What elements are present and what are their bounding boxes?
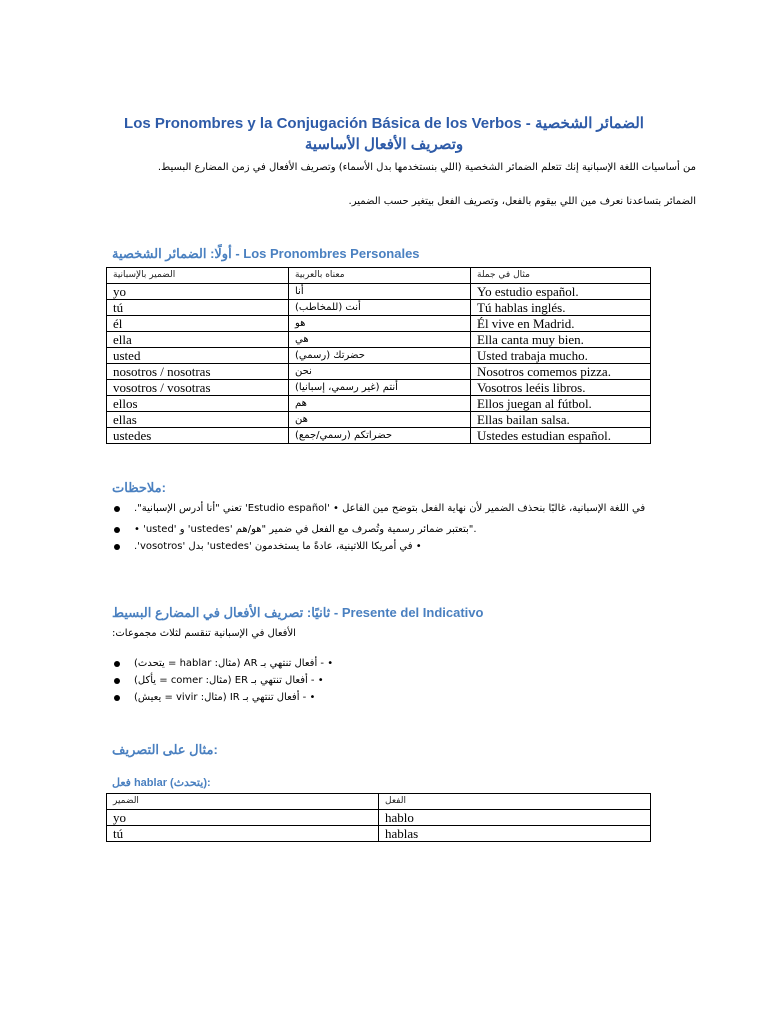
document-title-line1: Los Pronombres y la Conjugación Básica de los Verbos - الضمائر الشخصية [124,115,644,132]
section-heading-conjugation: ثانيًا: تصريف الأفعال في المضارع البسيط - Presente del Indicativo [112,605,484,620]
intro-paragraph-1: من أساسيات اللغة الإسبانية إنك تتعلم الضمائر الشخصية (اللي بنستخدمها بدل الأسماء) وتصريف الأفعال في زمن المضارع البسيط. [157,162,696,173]
table-row [107,428,651,444]
column-header: مثال في جملة [471,268,651,284]
pronoun-cell: vosotros / vosotras [107,380,289,396]
column-header: معناه بالعربية [289,268,471,284]
pronoun-cell: ustedes [107,428,289,444]
list-item: في اللغة الإسبانية، غالبًا بنحذف الضمير لأن نهاية الفعل بتوضح مين الفاعل • 'Estudio español' تعني "أنا أدرس الإسبانية". [110,500,650,517]
list-item: • - أفعال تنتهي بـ IR (مثال: vivir = يعيش) [110,689,650,706]
example-cell: Ellos juegan al fútbol. [471,396,651,412]
meaning-cell: أنا [289,284,471,300]
list-item: • 'usted' و 'ustedes' بتعتبر ضمائر رسمية وتُصرف مع الفعل في ضمير "هو/هم". [110,521,650,538]
bullet-icon [114,544,120,550]
pronouns-table [106,267,651,444]
verb-groups-list [110,655,650,706]
list-item: • - أفعال تنتهي بـ AR (مثال: hablar = يتحدث) [110,655,650,672]
list-item: • في أمريكا اللاتينية، عادةً ما يستخدمون 'ustedes' بدل 'vosotros'. [110,538,650,555]
pronoun-cell: ellos [107,396,289,412]
pronoun-cell: ellas [107,412,289,428]
pronoun-cell: él [107,316,289,332]
pronoun-cell: nosotros / nosotras [107,364,289,380]
document-title-line2: وتصريف الأفعال الأساسية [304,136,464,153]
table-row [107,364,651,380]
table-row [107,300,651,316]
example-cell: Ustedes estudian español. [471,428,651,444]
column-header: الفعل [379,794,651,810]
pronoun-cell: usted [107,348,289,364]
table-row [107,332,651,348]
section-heading-example: مثال على التصريف: [112,742,218,757]
bullet-icon [114,527,120,533]
example-cell: Ella canta muy bien. [471,332,651,348]
meaning-cell: هن [289,412,471,428]
meaning-cell: نحن [289,364,471,380]
intro-paragraph-2: الضمائر بتساعدنا نعرف مين اللي بيقوم بالفعل، وتصريف الفعل بيتغير حسب الضمير. [348,196,696,207]
section-heading-pronouns: أولًا: الضمائر الشخصية - Los Pronombres Personales [112,246,420,261]
meaning-cell: هو [289,316,471,332]
example-cell: Nosotros comemos pizza. [471,364,651,380]
table-row [107,348,651,364]
bullet-icon [114,678,120,684]
example-cell: Tú hablas inglés. [471,300,651,316]
meaning-cell: هم [289,396,471,412]
meaning-cell: حضراتكم (رسمي/جمع) [289,428,471,444]
bullet-icon [114,661,120,667]
table-row [107,412,651,428]
pronoun-cell: tú [107,826,379,842]
conjugation-intro: الأفعال في الإسبانية تنقسم لثلاث مجموعات: [112,628,296,639]
column-header: الضمير بالإسبانية [107,268,289,284]
pronoun-cell: tú [107,300,289,316]
table-row [107,380,651,396]
example-cell: Ellas bailan salsa. [471,412,651,428]
bullet-icon [114,695,120,701]
example-cell: Yo estudio español. [471,284,651,300]
table-row [107,826,651,842]
table-header-row [107,794,651,810]
example-cell: Vosotros leéis libros. [471,380,651,396]
table-header-row [107,268,651,284]
table-row [107,810,651,826]
example-cell: Él vive en Madrid. [471,316,651,332]
table-row [107,316,651,332]
table-row [107,284,651,300]
meaning-cell: حضرتك (رسمي) [289,348,471,364]
column-header: الضمير [107,794,379,810]
verb-cell: hablas [379,826,651,842]
notes-list [110,500,650,555]
pronoun-cell: ella [107,332,289,348]
verb-example-subheading: فعل hablar (يتحدث): [112,777,211,789]
conjugation-table [106,793,651,842]
meaning-cell: أنت (للمخاطب) [289,300,471,316]
pronoun-cell: yo [107,284,289,300]
example-cell: Usted trabaja mucho. [471,348,651,364]
table-row [107,396,651,412]
bullet-icon [114,506,120,512]
verb-cell: hablo [379,810,651,826]
pronoun-cell: yo [107,810,379,826]
list-item: • - أفعال تنتهي بـ ER (مثال: comer = يأكل) [110,672,650,689]
section-heading-notes: ملاحظات: [112,480,166,495]
meaning-cell: أنتم (غير رسمي، إسبانيا) [289,380,471,396]
meaning-cell: هي [289,332,471,348]
